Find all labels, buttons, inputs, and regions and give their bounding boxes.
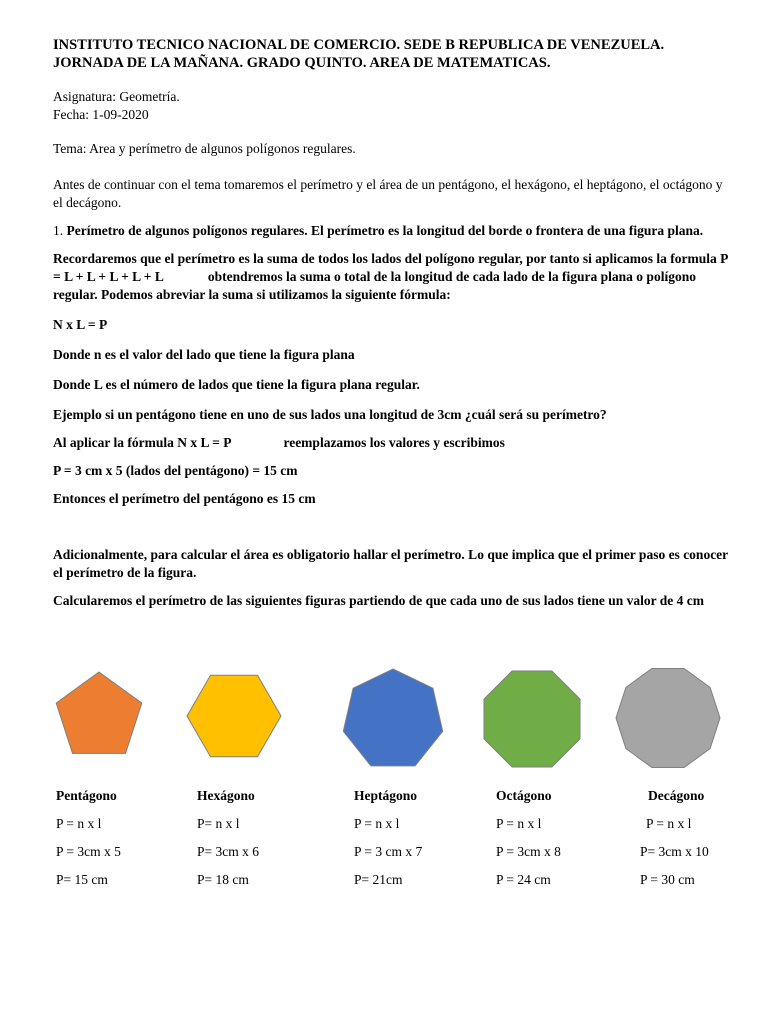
heptagon-substitution: P = 3 cm x 7 xyxy=(354,844,423,859)
intro-paragraph: Antes de continuar con el tema tomaremos el perímetro y el área de un pentágono, el hexágono, el heptágono, el octágono y el decágono. xyxy=(53,177,723,210)
pentagon-formula: P = n x l xyxy=(56,816,102,831)
formula-line: N x L = P xyxy=(53,317,108,332)
subject-line: Asignatura: Geometría. xyxy=(53,89,180,104)
pentagon-label: Pentágono xyxy=(56,788,117,803)
definition-n: Donde n es el valor del lado que tiene la figura plana xyxy=(53,347,355,362)
section-1-paragraph xyxy=(53,222,733,240)
pentagon-column xyxy=(56,787,121,899)
header-line-1: INSTITUTO TECNICO NACIONAL DE COMERCIO. SEDE B REPUBLICA DE VENEZUELA. xyxy=(53,37,665,53)
decagon-shape xyxy=(616,669,720,768)
header-line-2: JORNADA DE LA MAÑANA. GRADO QUINTO. AREA DE MATEMATICAS. xyxy=(53,55,551,71)
calculation-line: P = 3 cm x 5 (lados del pentágono) = 15 cm xyxy=(53,463,298,478)
apply-text-b: reemplazamos los valores y escribimos xyxy=(283,435,505,450)
apply-formula-line xyxy=(53,434,733,452)
instruction-paragraph: Calcularemos el perímetro de las siguientes figuras partiendo de que cada uno de sus lados tiene un valor de 4 cm xyxy=(53,593,705,608)
octagon-shape xyxy=(484,671,580,767)
decagon-substitution: P= 3cm x 10 xyxy=(640,844,709,859)
section-1-number: 1. xyxy=(53,223,64,238)
pentagon-substitution: P = 3cm x 5 xyxy=(56,844,121,859)
heptagon-formula: P = n x l xyxy=(354,816,400,831)
recall-paragraph xyxy=(53,250,733,304)
heptagon-result: P= 21cm xyxy=(354,872,403,887)
octagon-formula: P = n x l xyxy=(496,816,542,831)
decagon-formula: P = n x l xyxy=(646,816,692,831)
additional-paragraph: Adicionalmente, para calcular el área es obligatorio hallar el perímetro. Lo que implica que el primer paso es conocer el perímetro de la figura. xyxy=(53,547,728,580)
example-question: Ejemplo si un pentágono tiene en uno de sus lados una longitud de 3cm ¿cuál será su perímetro? xyxy=(53,407,607,422)
decagon-column xyxy=(640,787,709,899)
conclusion-line: Entonces el perímetro del pentágono es 15 cm xyxy=(53,491,316,506)
polygon-figures xyxy=(0,660,768,780)
hexagon-label: Hexágono xyxy=(197,788,255,803)
decagon-result: P = 30 cm xyxy=(640,872,695,887)
document-page xyxy=(53,36,733,610)
hexagon-formula: P= n x l xyxy=(197,816,240,831)
octagon-result: P = 24 cm xyxy=(496,872,551,887)
heptagon-shape xyxy=(343,669,442,766)
hexagon-column xyxy=(197,787,259,899)
octagon-substitution: P = 3cm x 8 xyxy=(496,844,561,859)
definition-l: Donde L es el número de lados que tiene la figura plana regular. xyxy=(53,377,420,392)
recall-text-a: Recordaremos que el perímetro es la suma de todos los lados del polígono regular, por tanto si aplicamos la formula P = L + L + L + L + L xyxy=(53,251,728,284)
recall-text-b: obtendremos la suma o total de la longitud de cada lado de la figura plana o polígono regular. Podemos abreviar la suma si utilizamos la siguiente fórmula: xyxy=(53,269,696,302)
hexagon-shape xyxy=(187,675,281,756)
pentagon-result: P= 15 cm xyxy=(56,872,108,887)
heptagon-column xyxy=(354,787,422,899)
section-1-text: Perímetro de algunos polígonos regulares. El perímetro es la longitud del borde o frontera de una figura plana. xyxy=(66,223,704,238)
hexagon-substitution: P= 3cm x 6 xyxy=(197,844,259,859)
hexagon-result: P= 18 cm xyxy=(197,872,249,887)
octagon-column xyxy=(496,787,561,899)
octagon-label: Octágono xyxy=(496,788,552,803)
topic-line: Tema: Area y perímetro de algunos polígonos regulares. xyxy=(53,141,356,156)
pentagon-shape xyxy=(56,672,142,753)
date-line: Fecha: 1-09-2020 xyxy=(53,107,149,122)
heptagon-label: Heptágono xyxy=(354,788,418,803)
decagon-label: Decágono xyxy=(648,788,705,803)
apply-text-a: Al aplicar la fórmula N x L = P xyxy=(53,435,232,450)
